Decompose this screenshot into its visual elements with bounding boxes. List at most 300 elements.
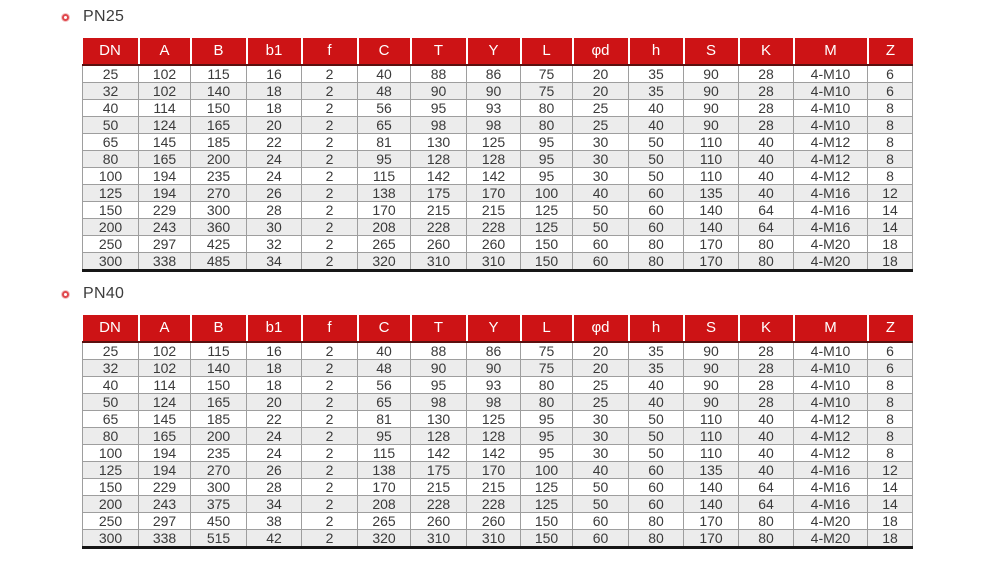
table-cell: 2 xyxy=(302,462,358,479)
table-cell: 90 xyxy=(684,377,739,394)
table-cell: 138 xyxy=(358,462,411,479)
table-cell: 40 xyxy=(83,377,139,394)
table-cell: 102 xyxy=(139,83,191,100)
table-cell: 229 xyxy=(139,202,191,219)
table-cell: 60 xyxy=(629,462,684,479)
table-cell: 4-M12 xyxy=(794,428,868,445)
table-cell: 8 xyxy=(868,151,913,168)
table-cell: 88 xyxy=(411,65,467,83)
table-cell: 8 xyxy=(868,394,913,411)
table-cell: 25 xyxy=(83,65,139,83)
section-title-pn25 xyxy=(0,7,1000,27)
section-pn40 xyxy=(0,284,1000,549)
table-cell: 360 xyxy=(191,219,247,236)
table-cell: 297 xyxy=(139,236,191,253)
table-cell: 208 xyxy=(358,496,411,513)
table-cell: 28 xyxy=(739,394,794,411)
table-cell: 4-M10 xyxy=(794,377,868,394)
table-cell: 40 xyxy=(573,462,629,479)
table-cell: 338 xyxy=(139,253,191,271)
table-cell: 2 xyxy=(302,428,358,445)
table-cell: 142 xyxy=(411,168,467,185)
table-cell: 40 xyxy=(358,342,411,360)
table-cell: 80 xyxy=(521,117,573,134)
table-cell: 125 xyxy=(521,219,573,236)
table-cell: 42 xyxy=(247,530,302,548)
column-header-l: L xyxy=(521,315,573,342)
table-cell: 2 xyxy=(302,65,358,83)
table-cell: 135 xyxy=(684,185,739,202)
table-cell: 4-M12 xyxy=(794,445,868,462)
table-cell: 2 xyxy=(302,185,358,202)
table-row xyxy=(83,342,913,360)
table-cell: 310 xyxy=(411,530,467,548)
table-row xyxy=(83,185,913,202)
table-cell: 4-M12 xyxy=(794,168,868,185)
table-cell: 8 xyxy=(868,134,913,151)
table-cell: 150 xyxy=(521,530,573,548)
table-cell: 8 xyxy=(868,168,913,185)
table-cell: 8 xyxy=(868,377,913,394)
table-cell: 50 xyxy=(573,496,629,513)
column-header-m: M xyxy=(794,38,868,65)
table-cell: 50 xyxy=(629,168,684,185)
dimensions-table-pn40 xyxy=(82,315,913,549)
table-cell: 40 xyxy=(739,185,794,202)
table-cell: 170 xyxy=(684,236,739,253)
column-header-b: B xyxy=(191,315,247,342)
table-cell: 95 xyxy=(358,151,411,168)
table-cell: 100 xyxy=(83,168,139,185)
table-cell: 142 xyxy=(467,445,521,462)
table-cell: 4-M12 xyxy=(794,411,868,428)
table-cell: 81 xyxy=(358,134,411,151)
table-cell: 50 xyxy=(629,134,684,151)
table-cell: 110 xyxy=(684,134,739,151)
table-cell: 260 xyxy=(411,236,467,253)
table-cell: 100 xyxy=(521,185,573,202)
table-row xyxy=(83,496,913,513)
table-row xyxy=(83,428,913,445)
table-cell: 128 xyxy=(411,151,467,168)
table-cell: 14 xyxy=(868,202,913,219)
header-row xyxy=(83,38,913,65)
table-cell: 18 xyxy=(868,513,913,530)
table-cell: 40 xyxy=(739,462,794,479)
table-cell: 6 xyxy=(868,342,913,360)
table-cell: 115 xyxy=(358,168,411,185)
table-cell: 215 xyxy=(467,202,521,219)
column-header-b1: b1 xyxy=(247,38,302,65)
table-cell: 4-M10 xyxy=(794,65,868,83)
table-cell: 485 xyxy=(191,253,247,271)
table-cell: 2 xyxy=(302,342,358,360)
table-cell: 170 xyxy=(467,185,521,202)
table-cell: 28 xyxy=(739,360,794,377)
table-cell: 40 xyxy=(629,377,684,394)
table-cell: 4-M10 xyxy=(794,360,868,377)
table-body xyxy=(83,65,913,271)
table-cell: 28 xyxy=(739,100,794,117)
table-cell: 50 xyxy=(573,219,629,236)
table-cell: 95 xyxy=(521,168,573,185)
table-cell: 140 xyxy=(684,219,739,236)
table-cell: 2 xyxy=(302,479,358,496)
table-cell: 20 xyxy=(247,117,302,134)
table-cell: 93 xyxy=(467,377,521,394)
table-cell: 140 xyxy=(684,479,739,496)
column-header-d: φd xyxy=(573,38,629,65)
table-cell: 2 xyxy=(302,100,358,117)
table-cell: 80 xyxy=(83,151,139,168)
table-cell: 128 xyxy=(411,428,467,445)
table-cell: 18 xyxy=(247,100,302,117)
table-cell: 48 xyxy=(358,360,411,377)
table-cell: 4-M16 xyxy=(794,496,868,513)
table-row xyxy=(83,83,913,100)
table-cell: 18 xyxy=(247,83,302,100)
table-cell: 145 xyxy=(139,134,191,151)
table-cell: 110 xyxy=(684,445,739,462)
table-cell: 194 xyxy=(139,462,191,479)
table-cell: 4-M20 xyxy=(794,530,868,548)
table-cell: 64 xyxy=(739,479,794,496)
table-cell: 170 xyxy=(684,253,739,271)
table-cell: 86 xyxy=(467,65,521,83)
table-cell: 6 xyxy=(868,360,913,377)
table-cell: 125 xyxy=(521,202,573,219)
table-cell: 4-M16 xyxy=(794,462,868,479)
table-cell: 150 xyxy=(521,236,573,253)
table-cell: 90 xyxy=(684,83,739,100)
table-cell: 32 xyxy=(83,83,139,100)
table-cell: 80 xyxy=(629,530,684,548)
table-cell: 2 xyxy=(302,445,358,462)
table-cell: 40 xyxy=(739,151,794,168)
table-cell: 200 xyxy=(83,496,139,513)
table-cell: 4-M10 xyxy=(794,100,868,117)
column-header-y: Y xyxy=(467,315,521,342)
table-cell: 90 xyxy=(467,360,521,377)
table-row xyxy=(83,219,913,236)
table-cell: 50 xyxy=(83,394,139,411)
column-header-f: f xyxy=(302,38,358,65)
table-cell: 20 xyxy=(573,83,629,100)
table-row xyxy=(83,65,913,83)
table-cell: 124 xyxy=(139,394,191,411)
table-cell: 2 xyxy=(302,496,358,513)
table-body xyxy=(83,342,913,548)
table-cell: 98 xyxy=(411,117,467,134)
table-cell: 90 xyxy=(684,394,739,411)
table-row xyxy=(83,117,913,134)
table-cell: 50 xyxy=(629,445,684,462)
table-cell: 150 xyxy=(521,253,573,271)
table-cell: 60 xyxy=(573,530,629,548)
table-cell: 64 xyxy=(739,202,794,219)
table-row xyxy=(83,100,913,117)
table-cell: 25 xyxy=(573,377,629,394)
table-cell: 80 xyxy=(521,377,573,394)
table-cell: 50 xyxy=(573,202,629,219)
table-cell: 110 xyxy=(684,411,739,428)
table-row xyxy=(83,202,913,219)
table-cell: 12 xyxy=(868,185,913,202)
table-cell: 250 xyxy=(83,513,139,530)
table-cell: 20 xyxy=(247,394,302,411)
table-cell: 265 xyxy=(358,236,411,253)
table-cell: 2 xyxy=(302,530,358,548)
table-cell: 165 xyxy=(191,117,247,134)
table-cell: 98 xyxy=(411,394,467,411)
table-cell: 375 xyxy=(191,496,247,513)
table-cell: 4-M10 xyxy=(794,83,868,100)
table-cell: 65 xyxy=(83,134,139,151)
table-cell: 40 xyxy=(573,185,629,202)
table-cell: 425 xyxy=(191,236,247,253)
column-header-h: h xyxy=(629,315,684,342)
column-header-t: T xyxy=(411,38,467,65)
table-cell: 142 xyxy=(411,445,467,462)
table-cell: 270 xyxy=(191,185,247,202)
table-cell: 30 xyxy=(573,445,629,462)
table-cell: 14 xyxy=(868,479,913,496)
table-cell: 30 xyxy=(573,411,629,428)
table-cell: 90 xyxy=(467,83,521,100)
table-cell: 235 xyxy=(191,445,247,462)
table-cell: 90 xyxy=(411,360,467,377)
table-cell: 200 xyxy=(191,151,247,168)
table-cell: 260 xyxy=(411,513,467,530)
table-cell: 60 xyxy=(573,253,629,271)
table-cell: 32 xyxy=(83,360,139,377)
table-cell: 90 xyxy=(684,117,739,134)
table-cell: 30 xyxy=(573,168,629,185)
table-cell: 170 xyxy=(358,202,411,219)
table-cell: 20 xyxy=(573,342,629,360)
table-cell: 35 xyxy=(629,65,684,83)
table-cell: 200 xyxy=(83,219,139,236)
table-cell: 40 xyxy=(739,428,794,445)
column-header-s: S xyxy=(684,38,739,65)
table-cell: 320 xyxy=(358,253,411,271)
table-row xyxy=(83,360,913,377)
table-cell: 60 xyxy=(629,202,684,219)
table-cell: 200 xyxy=(191,428,247,445)
table-cell: 30 xyxy=(573,151,629,168)
table-cell: 38 xyxy=(247,513,302,530)
table-cell: 102 xyxy=(139,342,191,360)
table-cell: 4-M20 xyxy=(794,253,868,271)
table-cell: 25 xyxy=(573,100,629,117)
table-cell: 297 xyxy=(139,513,191,530)
table-cell: 95 xyxy=(521,151,573,168)
table-cell: 14 xyxy=(868,219,913,236)
table-cell: 18 xyxy=(868,236,913,253)
table-cell: 50 xyxy=(629,411,684,428)
table-cell: 80 xyxy=(521,100,573,117)
table-cell: 60 xyxy=(629,185,684,202)
table-cell: 170 xyxy=(684,530,739,548)
table-cell: 8 xyxy=(868,445,913,462)
table-cell: 124 xyxy=(139,117,191,134)
table-cell: 18 xyxy=(247,360,302,377)
column-header-c: C xyxy=(358,38,411,65)
table-cell: 115 xyxy=(191,65,247,83)
table-cell: 4-M10 xyxy=(794,394,868,411)
table-cell: 28 xyxy=(247,202,302,219)
table-cell: 100 xyxy=(521,462,573,479)
table-row xyxy=(83,479,913,496)
table-cell: 40 xyxy=(739,411,794,428)
column-header-a: A xyxy=(139,38,191,65)
table-cell: 265 xyxy=(358,513,411,530)
table-cell: 2 xyxy=(302,202,358,219)
table-cell: 208 xyxy=(358,219,411,236)
table-cell: 100 xyxy=(83,445,139,462)
table-row xyxy=(83,236,913,253)
column-header-s: S xyxy=(684,315,739,342)
table-cell: 2 xyxy=(302,117,358,134)
column-header-l: L xyxy=(521,38,573,65)
column-header-k: K xyxy=(739,38,794,65)
section-pn25 xyxy=(0,7,1000,272)
table-cell: 4-M20 xyxy=(794,236,868,253)
table-cell: 90 xyxy=(684,342,739,360)
column-header-z: Z xyxy=(868,38,913,65)
table-cell: 300 xyxy=(191,202,247,219)
table-cell: 80 xyxy=(83,428,139,445)
table-cell: 18 xyxy=(247,377,302,394)
table-cell: 80 xyxy=(629,253,684,271)
table-cell: 24 xyxy=(247,151,302,168)
table-cell: 40 xyxy=(739,445,794,462)
table-cell: 140 xyxy=(684,202,739,219)
column-header-a: A xyxy=(139,315,191,342)
table-row xyxy=(83,394,913,411)
table-cell: 95 xyxy=(358,428,411,445)
table-cell: 310 xyxy=(467,253,521,271)
table-row xyxy=(83,253,913,271)
table-cell: 228 xyxy=(467,219,521,236)
table-cell: 95 xyxy=(521,411,573,428)
table-cell: 4-M16 xyxy=(794,479,868,496)
table-cell: 228 xyxy=(411,496,467,513)
table-cell: 2 xyxy=(302,513,358,530)
table-cell: 25 xyxy=(573,117,629,134)
table-cell: 138 xyxy=(358,185,411,202)
column-header-k: K xyxy=(739,315,794,342)
table-row xyxy=(83,530,913,548)
table-cell: 60 xyxy=(629,496,684,513)
table-row xyxy=(83,168,913,185)
table-cell: 110 xyxy=(684,428,739,445)
table-cell: 102 xyxy=(139,360,191,377)
table-cell: 8 xyxy=(868,117,913,134)
table-cell: 18 xyxy=(868,530,913,548)
table-cell: 150 xyxy=(83,479,139,496)
table-cell: 4-M12 xyxy=(794,134,868,151)
table-cell: 75 xyxy=(521,360,573,377)
table-cell: 140 xyxy=(684,496,739,513)
table-cell: 170 xyxy=(358,479,411,496)
table-cell: 125 xyxy=(83,185,139,202)
bullet-icon xyxy=(62,14,69,21)
table-cell: 40 xyxy=(358,65,411,83)
table-cell: 22 xyxy=(247,134,302,151)
table-cell: 90 xyxy=(684,100,739,117)
table-cell: 65 xyxy=(358,117,411,134)
table-cell: 64 xyxy=(739,496,794,513)
table-cell: 110 xyxy=(684,168,739,185)
table-cell: 102 xyxy=(139,65,191,83)
table-cell: 24 xyxy=(247,445,302,462)
table-cell: 80 xyxy=(739,236,794,253)
table-cell: 2 xyxy=(302,236,358,253)
table-cell: 320 xyxy=(358,530,411,548)
table-cell: 26 xyxy=(247,185,302,202)
table-cell: 2 xyxy=(302,360,358,377)
table-cell: 128 xyxy=(467,151,521,168)
table-row xyxy=(83,377,913,394)
table-cell: 90 xyxy=(684,65,739,83)
section-title-pn40 xyxy=(0,284,1000,304)
table-cell: 310 xyxy=(411,253,467,271)
table-cell: 4-M16 xyxy=(794,202,868,219)
table-cell: 115 xyxy=(358,445,411,462)
table-cell: 4-M16 xyxy=(794,219,868,236)
header-row xyxy=(83,315,913,342)
table-cell: 28 xyxy=(739,83,794,100)
table-cell: 185 xyxy=(191,134,247,151)
table-cell: 6 xyxy=(868,65,913,83)
table-cell: 4-M20 xyxy=(794,513,868,530)
table-cell: 60 xyxy=(629,219,684,236)
table-cell: 140 xyxy=(191,360,247,377)
table-cell: 185 xyxy=(191,411,247,428)
table-cell: 50 xyxy=(629,428,684,445)
table-cell: 35 xyxy=(629,342,684,360)
column-header-y: Y xyxy=(467,38,521,65)
table-cell: 80 xyxy=(739,513,794,530)
table-cell: 30 xyxy=(573,428,629,445)
table-cell: 114 xyxy=(139,377,191,394)
table-cell: 50 xyxy=(573,479,629,496)
table-cell: 28 xyxy=(739,117,794,134)
table-cell: 170 xyxy=(684,513,739,530)
table-cell: 135 xyxy=(684,462,739,479)
table-cell: 86 xyxy=(467,342,521,360)
table-cell: 128 xyxy=(467,428,521,445)
column-header-dn: DN xyxy=(83,38,139,65)
table-cell: 4-M12 xyxy=(794,151,868,168)
table-cell: 450 xyxy=(191,513,247,530)
table-cell: 2 xyxy=(302,168,358,185)
table-cell: 40 xyxy=(629,117,684,134)
table-cell: 50 xyxy=(629,151,684,168)
table-cell: 2 xyxy=(302,219,358,236)
table-cell: 95 xyxy=(411,377,467,394)
table-cell: 142 xyxy=(467,168,521,185)
table-cell: 16 xyxy=(247,342,302,360)
table-cell: 20 xyxy=(573,65,629,83)
table-cell: 32 xyxy=(247,236,302,253)
table-cell: 270 xyxy=(191,462,247,479)
table-cell: 95 xyxy=(521,428,573,445)
table-cell: 175 xyxy=(411,185,467,202)
table-cell: 175 xyxy=(411,462,467,479)
table-cell: 60 xyxy=(573,513,629,530)
